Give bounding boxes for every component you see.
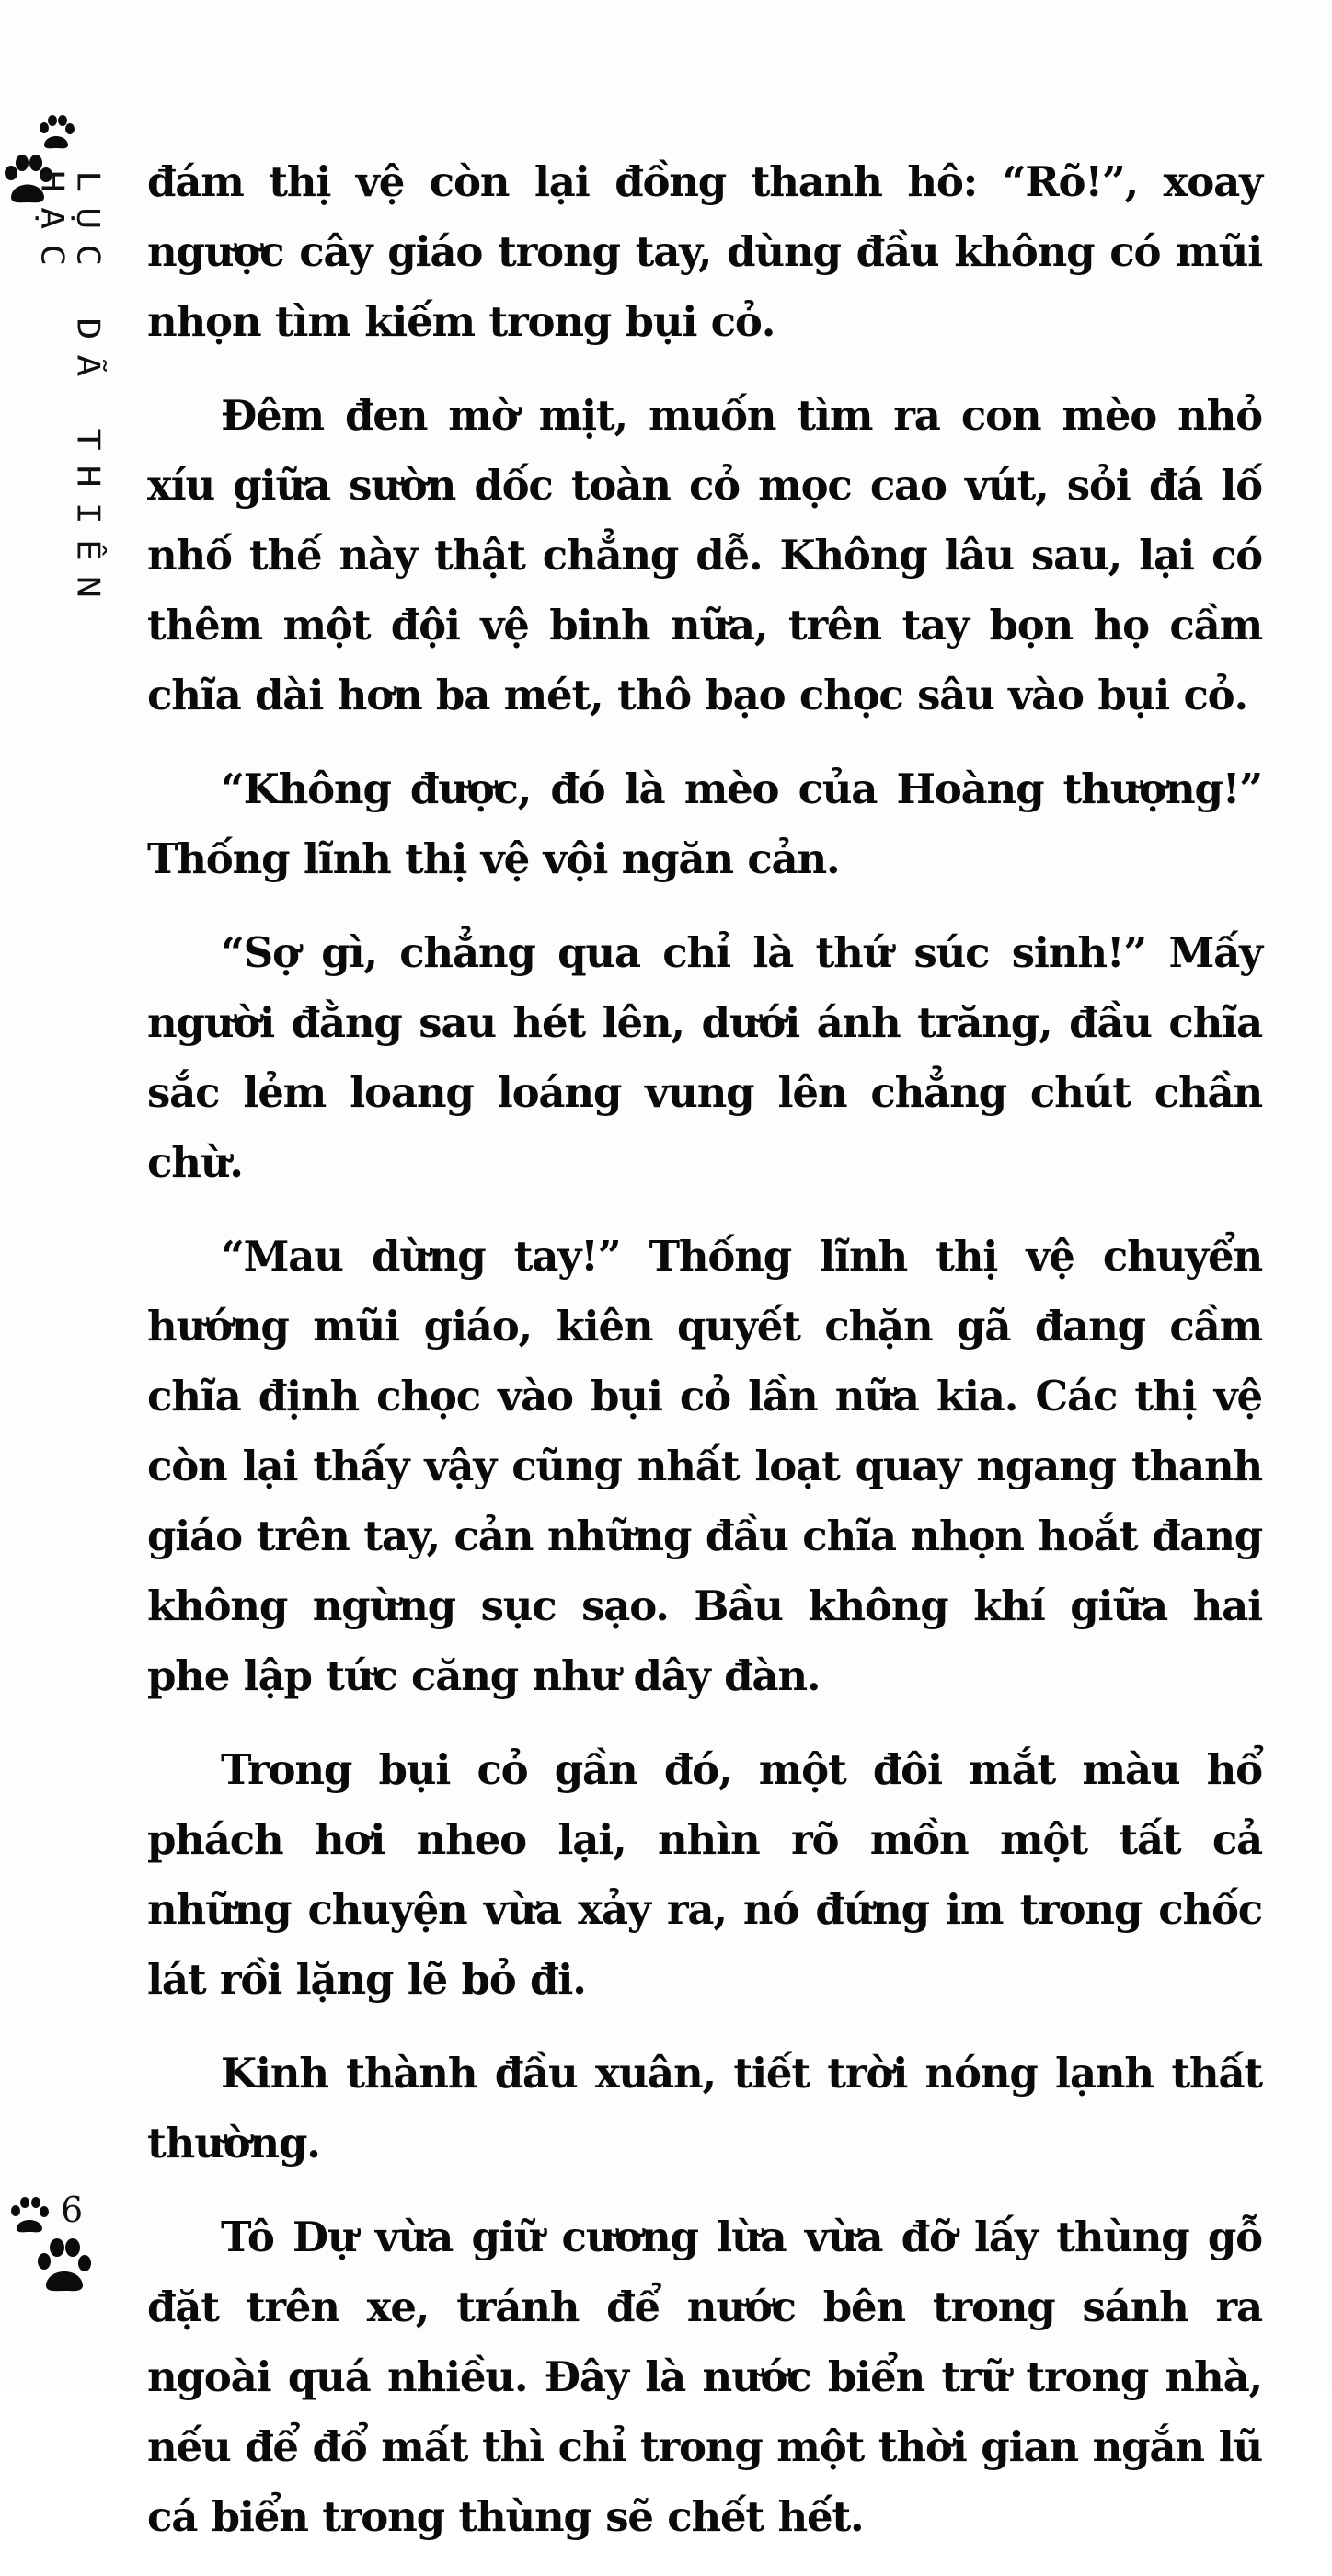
paragraph-3: “Không được, đó là mèo của Hoàng thượng!” Thống lĩnh thị vệ vội ngăn cản.: [147, 765, 1262, 883]
running-title-text: LỤC DÃ THIÊN HẠC: [33, 170, 107, 613]
paragraph-2: Đêm đen mờ mịt, muốn tìm ra con mèo nhỏ xíu giữa sườn dốc toàn cỏ mọc cao vút, sỏi đá lố nhố thế này thật chẳng dễ. Không lâu sau, lại có thêm một đội vệ binh nữa, trên tay bọn họ cầm chĩa dài hơn ba mét, thô bạo chọc sâu vào bụi cỏ.: [147, 391, 1262, 719]
paw-print-icon: [9, 2197, 52, 2236]
paragraph-7: Kinh thành đầu xuân, tiết trời nóng lạnh thất thường.: [147, 2049, 1262, 2168]
paragraph-6: Trong bụi cỏ gần đó, một đôi mắt màu hổ phách hơi nheo lại, nhìn rõ mồn một tất cả những chuyện vừa xảy ra, nó đứng im trong chốc lát rồi lặng lẽ bỏ đi.: [147, 1745, 1262, 2004]
paragraph-5: “Mau dừng tay!” Thống lĩnh thị vệ chuyển hướng mũi giáo, kiên quyết chặn gã đang cầm chĩa định chọc vào bụi cỏ lần nữa kia. Các thị vệ còn lại thấy vậy cũng nhất loạt quay ngang thanh giáo trên tay, cản những đầu chĩa nhọn hoắt đang không ngừng sục sạo. Bầu không khí giữa hai phe lập tức căng như dây đàn.: [147, 1232, 1262, 1700]
page-number: 6: [61, 2190, 84, 2230]
paragraph-4: “Sợ gì, chẳng qua chỉ là thứ súc sinh!” Mấy người đằng sau hét lên, dưới ánh trăng, đầu chĩa sắc lẻm loang loáng vung lên chẳng chút chần chừ.: [147, 928, 1262, 1187]
body-text: [147, 147, 1262, 2576]
paragraph-1: đám thị vệ còn lại đồng thanh hô: “Rõ!”, xoay ngược cây giáo trong tay, dùng đầu không có mũi nhọn tìm kiếm trong bụi cỏ.: [147, 157, 1262, 346]
running-title: [33, 170, 107, 741]
paw-print-icon: [35, 2237, 94, 2294]
paragraph-8: Tô Dự vừa giữ cương lừa vừa đỡ lấy thùng gỗ đặt trên xe, tránh để nước bên trong sánh ra ngoài quá nhiều. Đây là nước biển trữ trong nhà, nếu để đổ mất thì chỉ trong một thời gian ngắn lũ cá biển trong thùng sẽ chết hết.: [147, 2213, 1262, 2541]
paw-print-icon: [37, 115, 77, 152]
